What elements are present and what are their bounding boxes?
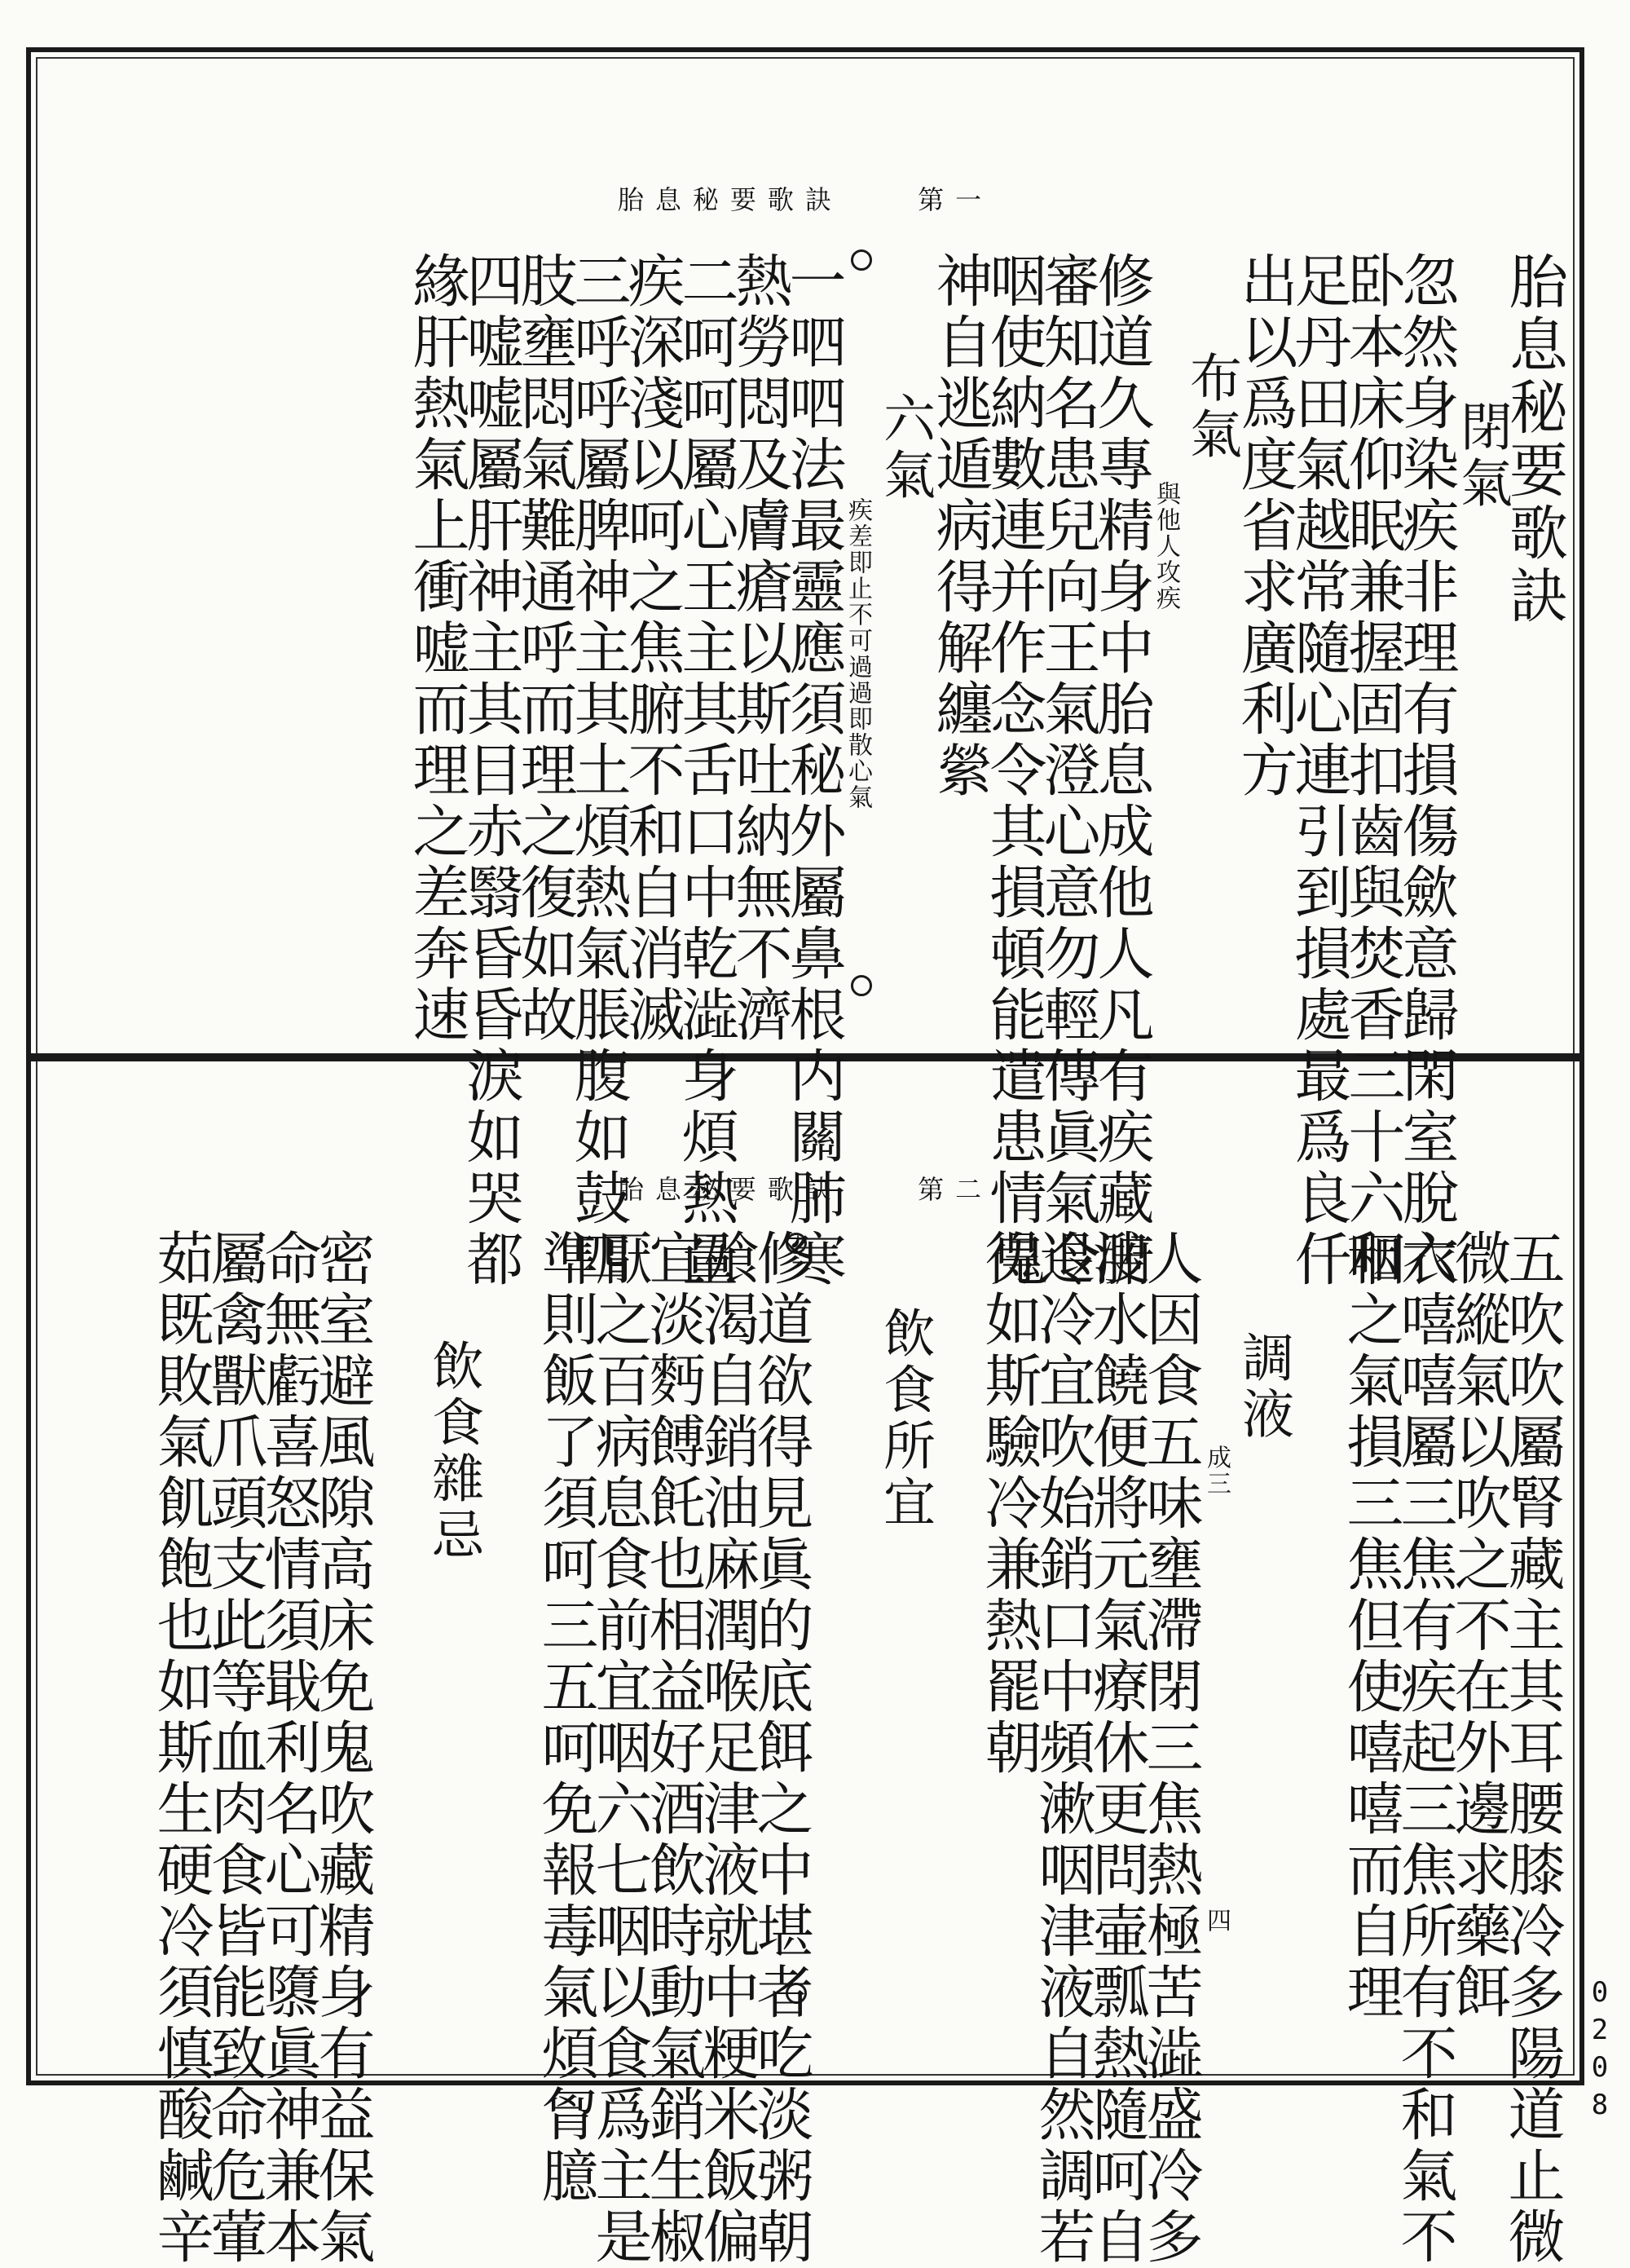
section-heading: 飲食所宜 xyxy=(874,1306,935,1531)
text-column: 胎息秘要歌訣 xyxy=(1500,251,1568,628)
header-section: 第二 xyxy=(918,1174,993,1205)
text-column: 忽然身染疾非理有損傷歛意歸閑室脫衣 xyxy=(1393,251,1460,1291)
section-heading: 調液 xyxy=(1233,1330,1293,1443)
annotation-note: 與他人攻疾 xyxy=(1152,481,1180,611)
text-column: 屬禽獸爪頭支此等血肉食皆能致命危葷 xyxy=(201,1229,268,2268)
text-column: 肢壅悶氣難通呼而理之復如故 xyxy=(511,251,578,1046)
header-title: 胎息秘要歌訣 xyxy=(617,184,843,215)
text-column: 六嘻嘻屬三焦有疾起三焦所有不和氣不 xyxy=(1391,1229,1458,2268)
text-column: 疾深淺以呵之焦腑不和自消滅 xyxy=(619,251,685,1046)
text-column: 微縱氣以吹之不在外邊求藥餌 xyxy=(1445,1229,1512,2023)
text-column: 四嘘嘘屬肝神主其目赤翳昏昏淚如哭都 xyxy=(457,251,524,1291)
section-heading: 布氣 xyxy=(1181,351,1241,463)
text-column: 飱渴自銷油麻潤喉足津液就中粳米飯偏 xyxy=(694,1229,760,2268)
text-column: 退冷宜吹始銷口中頻漱咽津液自然調若 xyxy=(1029,1229,1096,2268)
text-column: 得如斯驗冷兼熱罷朝 xyxy=(976,1229,1042,1779)
text-column: 出以爲度省求廣利方 xyxy=(1231,251,1298,801)
text-column: 三呼呼屬脾神主其土煩熱氣脹腹如鼓四 xyxy=(565,251,632,1291)
text-column: 溲水饒便將元氣療休更問壷瓢熱隨呵自 xyxy=(1083,1229,1150,2268)
running-header-1 xyxy=(36,179,1575,217)
section-heading: 六氣 xyxy=(874,391,935,504)
circle-mark xyxy=(851,249,872,271)
text-column: 厭之百病息食前宜咽六七咽以食爲主是 xyxy=(586,1229,653,2268)
text-column: 命無虧喜怒情須戢利名心可隳眞神兼本 xyxy=(255,1229,322,2268)
annotation-note: 成三 xyxy=(1202,1445,1231,1497)
page-panel-2 xyxy=(36,1061,1575,2268)
text-column: 二呵呵屬心王主其舌口中乾澁身煩熱量 xyxy=(672,251,739,1291)
text-column: 咽使納數連并作念令其損頓能遣患情鬼 xyxy=(980,251,1047,1291)
text-column: 茹既敗氣飢飽也如斯生硬冷須慎酸鹹辛 xyxy=(148,1229,214,2268)
text-column: 一呬呬法最靈應須秘外屬鼻根内關肺寒 xyxy=(780,251,847,1291)
text-column: 和之氣損三焦但使嘻嘻而自理 xyxy=(1337,1229,1404,2023)
text-column: 宜淡麪餺飥也相益好酒飲時動氣銷生椒 xyxy=(640,1229,707,2268)
text-column: 神自逃遁病得解纏縈 xyxy=(927,251,993,801)
text-column: 足丹田氣越常隨心連引到損處最爲良仟 xyxy=(1285,251,1352,1291)
circle-mark xyxy=(851,975,872,996)
running-header-2 xyxy=(36,1169,1575,1207)
text-column: 修道久專精身中胎息成他人凡有疾藏腑 xyxy=(1088,251,1155,1291)
text-column: 五吹吹屬腎藏主其耳腰膝冷多陽道止微 xyxy=(1499,1229,1566,2268)
section-heading: 閉氣 xyxy=(1452,399,1512,512)
annotation-note: 疾差即止不可過過即散心氣 xyxy=(844,497,872,810)
text-column: 熱勞悶及膚瘡以斯吐納無不濟 xyxy=(726,251,793,1046)
text-column: 審知名患兒向王氣澄心意勿輕傳眞氣令 xyxy=(1034,251,1101,1291)
header-title: 胎息秘要歌訣 xyxy=(617,1174,843,1205)
text-column: 準則飯了須呵三五呵免報毒氣煩胷臆 xyxy=(532,1229,599,2207)
annotation-note: 四 xyxy=(1202,1908,1231,1934)
text-column: 緣肝熱氣上衝嘘而理之差奔速 xyxy=(403,251,470,1046)
text-column: 修道欲得見眞的底餌之中堪者吃淡粥朝 xyxy=(747,1229,814,2268)
section-heading: 飲食雜忌 xyxy=(423,1339,483,1564)
text-column: 密室避風隙高床免鬼吹藏精身有益保氣 xyxy=(309,1229,376,2268)
header-section: 第一 xyxy=(918,184,993,215)
page-number: 0208 xyxy=(1584,1976,1616,2126)
text-column: 卧本床仰眠兼握固扣齒與焚香三十六咽 xyxy=(1339,251,1406,1291)
text-column: 人因食五味壅滯閉三焦熱極苦澁盛冷多 xyxy=(1137,1229,1204,2268)
